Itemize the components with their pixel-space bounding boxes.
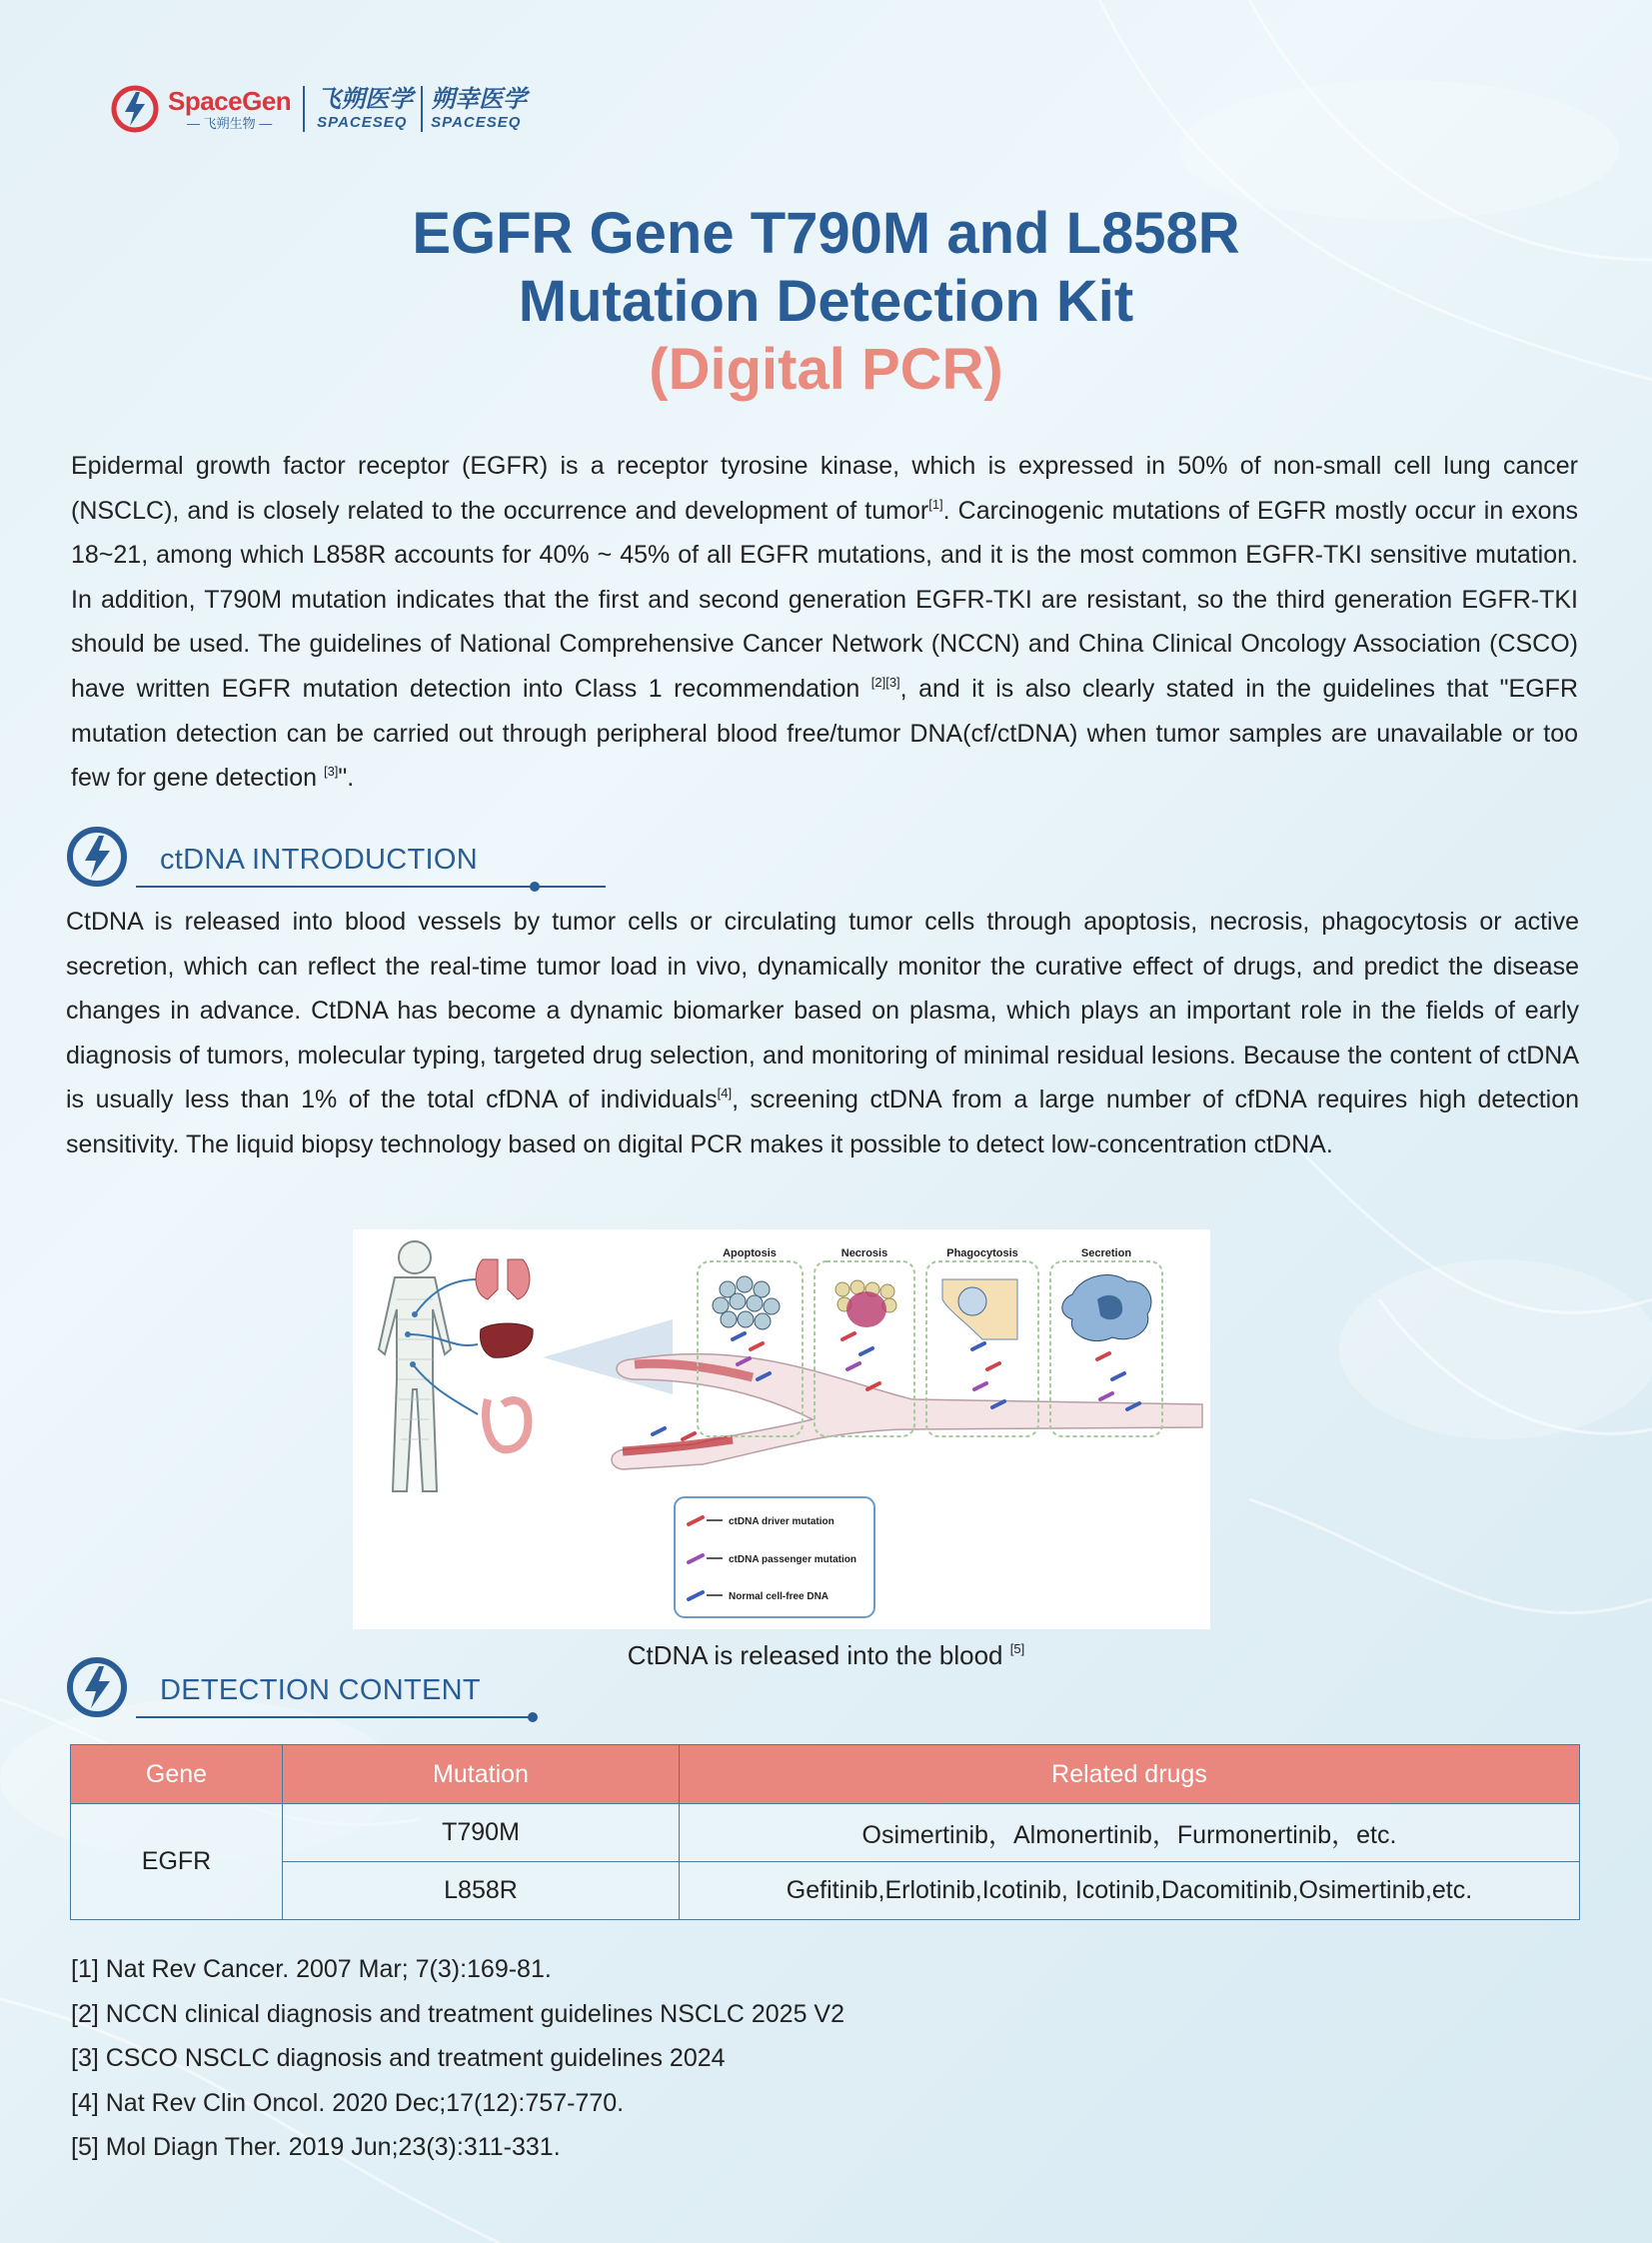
section-header-detection [66, 1656, 546, 1722]
citation-2-3: [2][3] [870, 674, 900, 690]
brand-en: SpaceGen [168, 86, 292, 116]
section-title: ctDNA INTRODUCTION [160, 844, 478, 876]
brand2-cn: 飞朔医学 [317, 86, 414, 113]
caption-text: CtDNA is released into the blood [627, 1640, 1003, 1670]
header-related-drugs: Related drugs [680, 1745, 1580, 1804]
legend-normal-cfdna: Normal cell-free DNA [729, 1591, 829, 1602]
brand3-cn: 朔幸医学 [431, 86, 528, 113]
spacegen-logo-icon [110, 84, 160, 134]
reference-item: [4] Nat Rev Clin Oncol. 2020 Dec;17(12):757-770. [71, 2088, 625, 2117]
intro-paragraph [71, 444, 1578, 801]
ctdna-illustration [353, 1229, 1210, 1629]
spaceseq-logo [317, 88, 413, 130]
legend-driver-mutation: ctDNA driver mutation [729, 1516, 834, 1527]
section-underline-dot [528, 1712, 538, 1722]
colon-icon [486, 1399, 528, 1449]
ctdna-text-1: CtDNA is released into blood vessels by tumor cells or circulating tumor cells through apoptosis, necrosis, phagocytosis or active secretion, which can reflect the real-time tumor load in vivo, dynamically monitor the curative effect of drugs, and predict the disease changes in advance. CtDNA has become a dynamic biomarker based on plasma, which plays an important role in the fields of early diagnosis of tumors, molecular typing, targeted drug selection, and monitoring of minimal residual lesions. Because the content of ctDNA is usually less than 1% of the total cfDNA of individuals [66, 908, 1579, 1115]
title-line-3: (Digital PCR) [649, 337, 1003, 402]
brand-cn: — 飞朔生物 — [186, 116, 273, 131]
citation-4: [4] [717, 1086, 733, 1102]
panel-label-phagocytosis: Phagocytosis [946, 1247, 1018, 1259]
logo-divider [303, 86, 305, 132]
intro-text-2: . Carcinogenic mutations of EGFR mostly occur in exons 18~21, among which L858R accounts for 40% ~ 45% of all EGFR mutations, and it is the most common EGFR-TKI sensitive mutation. In addition, T790M mutation indicates that the first and second generation EGFR-TKI are resistant, so the third generation EGFR-TKI should be used. The guidelines of National Comprehensive Cancer Network (NCCN) and China Clinical Oncology Association (CSCO) have written EGFR mutation detection into Class 1 recommendation [71, 496, 1578, 703]
ctdna-paragraph [66, 900, 1579, 1167]
legend-passenger-mutation: ctDNA passenger mutation [729, 1554, 856, 1565]
intro-text-4: ". [338, 764, 355, 793]
intro-text-3: , and it is also clearly stated in the guidelines that "EGFR mutation detection can be carried out through peripheral blood free/tumor DNA(cf/ctDNA) when tumor samples are unavailable or too few for gene detection [71, 674, 1578, 793]
spacegen-wordmark [168, 88, 291, 130]
citation-1: [1] [928, 496, 943, 512]
section-logo-icon [66, 826, 128, 888]
page-title [0, 200, 1652, 404]
header-mutation: Mutation [283, 1745, 680, 1804]
table-header-row [71, 1745, 1580, 1804]
references-list [71, 1947, 844, 2170]
ctdna-text-2: , screening ctDNA from a large number of cfDNA requires high detection sensitivity. The liquid biopsy technology based on digital PCR makes it possible to detect low-concentration ctDNA. [66, 1086, 1579, 1158]
gene-cell: EGFR [71, 1804, 283, 1920]
ctdna-release-figure [353, 1229, 1210, 1629]
liver-icon [481, 1323, 534, 1357]
reference-item: [3] CSCO NSCLC diagnosis and treatment guidelines 2024 [71, 2044, 726, 2073]
title-line-2: Mutation Detection Kit [518, 269, 1134, 334]
section-underline [136, 1716, 536, 1718]
logo-divider [421, 86, 423, 132]
citation-3: [3] [323, 764, 339, 780]
intro-text-1: Epidermal growth factor receptor (EGFR) is a receptor tyrosine kinase, which is expressed in 50% of non-small cell lung cancer (NSCLC), and is closely related to the occurrence and development of tumor [71, 452, 1578, 525]
mutation-cell: T790M [283, 1804, 680, 1862]
header-gene: Gene [71, 1745, 283, 1804]
drugs-cell: Gefitinib,Erlotinib,Icotinib, Icotinib,Dacomitinib,Osimertinib,etc. [680, 1862, 1580, 1920]
brand2-en: SPACESEQ [317, 114, 408, 131]
brand3-en: SPACESEQ [431, 114, 522, 131]
spaceseq-logo-2 [431, 88, 527, 130]
table-row [71, 1804, 1580, 1862]
reference-item: [2] NCCN clinical diagnosis and treatment guidelines NSCLC 2025 V2 [71, 1999, 845, 2028]
mutation-cell: L858R [283, 1862, 680, 1920]
panel-label-necrosis: Necrosis [840, 1247, 888, 1259]
panel-label-secretion: Secretion [1080, 1247, 1132, 1259]
lung-icon [476, 1259, 530, 1299]
drugs-cell: Osimertinib，Almonertinib，Furmonertinib，etc. [680, 1804, 1580, 1862]
reference-item: [1] Nat Rev Cancer. 2007 Mar; 7(3):169-81. [71, 1955, 552, 1983]
reference-item: [5] Mol Diagn Ther. 2019 Jun;23(3):311-331. [71, 2133, 561, 2162]
panel-label-apoptosis: Apoptosis [723, 1247, 777, 1259]
section-underline-dot [530, 882, 540, 892]
citation-5: [5] [1009, 1641, 1025, 1656]
section-header-ctdna [66, 826, 546, 892]
table-row [71, 1862, 1580, 1920]
header-logos [110, 84, 527, 134]
section-title: DETECTION CONTENT [160, 1674, 481, 1706]
detection-table [70, 1744, 1580, 1920]
section-logo-icon [66, 1656, 128, 1718]
title-line-1: EGFR Gene T790M and L858R [412, 201, 1240, 266]
